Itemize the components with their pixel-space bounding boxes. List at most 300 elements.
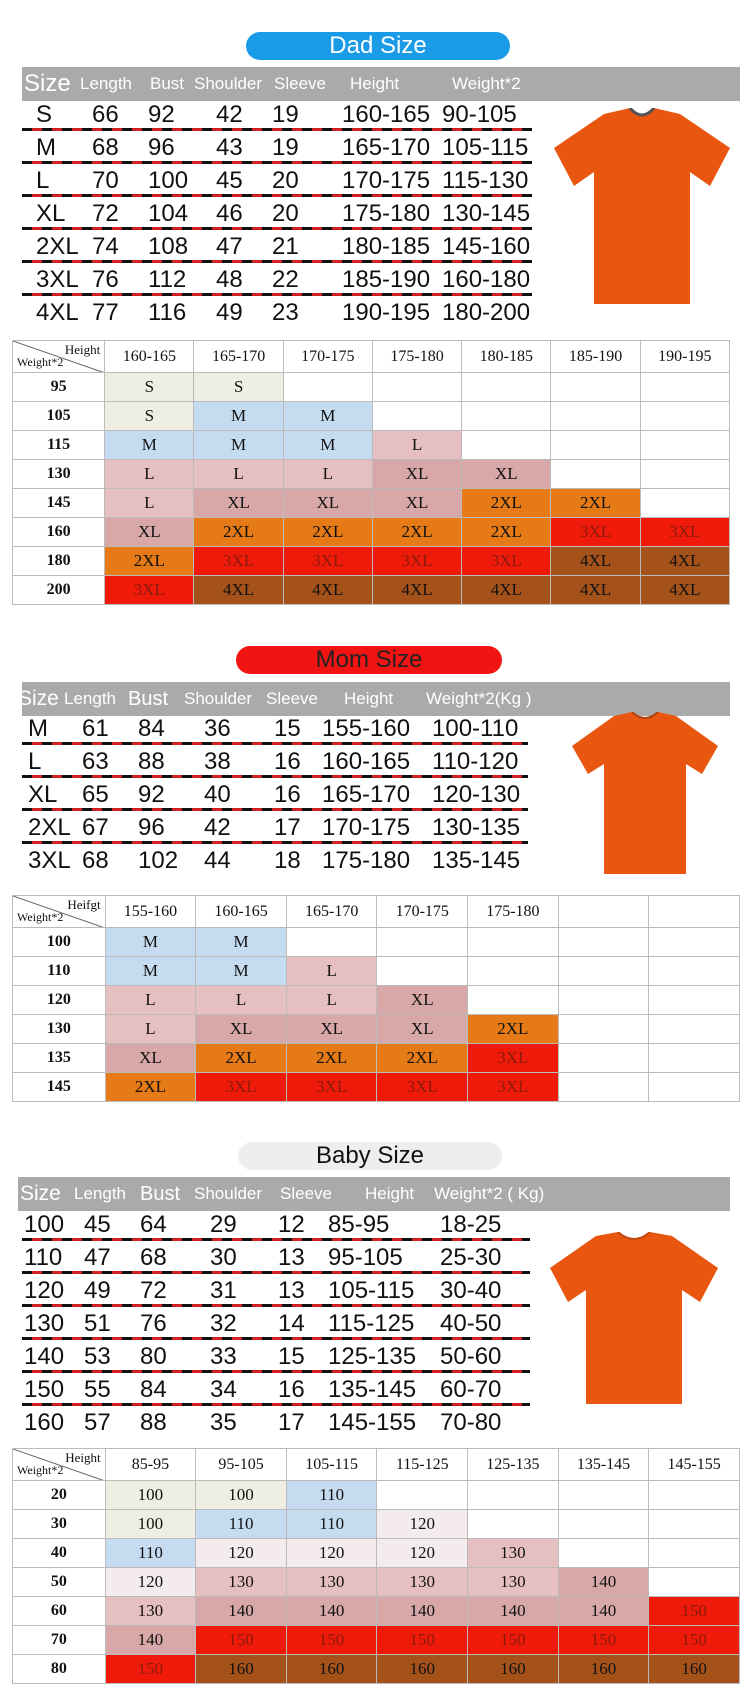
grid-cell: 140 — [286, 1597, 377, 1626]
grid-cell: 120 — [377, 1539, 468, 1568]
size-cell: 67 — [82, 814, 109, 841]
size-cell: 57 — [84, 1409, 111, 1436]
size-row — [22, 845, 528, 877]
size-cell: 42 — [204, 814, 231, 841]
header-size: Size — [20, 1182, 61, 1205]
size-cell: 135-145 — [328, 1376, 417, 1403]
grid-cell: 4XL — [551, 576, 640, 605]
size-cell: 170-175 — [342, 167, 431, 194]
size-cell: L — [28, 748, 42, 775]
size-cell: S — [36, 101, 53, 128]
grid-cell — [640, 431, 729, 460]
grid-cell: M — [105, 431, 194, 460]
header-weight: Weight*2 ( Kg) — [434, 1184, 545, 1203]
size-cell: 49 — [216, 299, 243, 326]
row-divider — [22, 227, 532, 230]
grid-column-header: 115-125 — [377, 1449, 468, 1481]
grid-column-header: 175-180 — [372, 341, 461, 373]
baby-tshirt-image — [548, 1232, 720, 1407]
grid-column-header — [558, 896, 649, 928]
grid-cell: 3XL — [283, 547, 372, 576]
header-length: Length — [74, 1184, 126, 1203]
grid-cell — [468, 928, 559, 957]
grid-row — [13, 957, 740, 986]
size-cell: 165-170 — [342, 134, 431, 161]
grid-cell — [558, 1015, 649, 1044]
size-cell: 20 — [272, 200, 299, 227]
grid-cell: XL — [196, 1015, 287, 1044]
size-cell: 29 — [210, 1211, 237, 1238]
size-cell: 16 — [278, 1376, 305, 1403]
grid-cell: 160 — [468, 1655, 559, 1684]
grid-cell: 160 — [196, 1655, 287, 1684]
grid-row-label: 20 — [13, 1481, 106, 1510]
size-cell: 76 — [140, 1310, 167, 1337]
size-row — [22, 297, 532, 329]
size-cell: 145-155 — [328, 1409, 417, 1436]
grid-row — [13, 460, 730, 489]
grid-cell: M — [105, 928, 196, 957]
size-cell: L — [36, 167, 50, 194]
grid-cell: 2XL — [105, 1073, 196, 1102]
size-cell: 105-115 — [328, 1277, 415, 1304]
grid-column-header: 125-135 — [468, 1449, 559, 1481]
grid-cell — [462, 402, 551, 431]
grid-row-label: 135 — [13, 1044, 106, 1073]
size-cell: 100 — [24, 1211, 65, 1238]
size-cell: 130 — [24, 1310, 65, 1337]
grid-row-label: 30 — [13, 1510, 106, 1539]
grid-cell: 2XL — [286, 1044, 377, 1073]
size-row — [22, 99, 532, 131]
size-cell: 51 — [84, 1310, 111, 1337]
size-cell: 74 — [92, 233, 119, 260]
grid-row-label: 180 — [13, 547, 105, 576]
grid-cell: M — [196, 957, 287, 986]
grid-row — [13, 489, 730, 518]
grid-cell: L — [196, 986, 287, 1015]
size-row — [22, 231, 532, 263]
grid-cell: 2XL — [468, 1015, 559, 1044]
grid-cell: M — [283, 431, 372, 460]
size-cell: M — [36, 134, 56, 161]
size-cell: 20 — [272, 167, 299, 194]
header-shoulder: Shoulder — [194, 1184, 263, 1203]
size-cell: 130-135 — [432, 814, 521, 841]
grid-cell — [468, 957, 559, 986]
grid-cell: XL — [105, 518, 194, 547]
grid-cell: 4XL — [551, 547, 640, 576]
grid-cell: 150 — [196, 1626, 287, 1655]
size-cell: 19 — [272, 101, 299, 128]
grid-cell: 110 — [286, 1510, 377, 1539]
row-divider — [22, 1238, 530, 1241]
header-bust: Bust — [150, 74, 185, 93]
grid-cell: 3XL — [468, 1044, 559, 1073]
size-cell: 95-105 — [328, 1244, 403, 1271]
header-height: Height — [350, 74, 400, 93]
grid-cell — [372, 373, 461, 402]
grid-column-header: 85-95 — [105, 1449, 196, 1481]
row-divider — [22, 194, 532, 197]
row-divider — [22, 808, 528, 811]
size-cell: 102 — [138, 847, 179, 874]
size-cell: 88 — [138, 748, 165, 775]
row-divider — [22, 1271, 530, 1274]
size-cell: 16 — [274, 781, 301, 808]
grid-cell: 3XL — [468, 1073, 559, 1102]
grid-cell: L — [105, 489, 194, 518]
grid-cell: M — [194, 431, 283, 460]
size-cell: 18-25 — [440, 1211, 502, 1238]
size-cell: 190-195 — [342, 299, 431, 326]
size-cell: 165-170 — [322, 781, 411, 808]
size-row — [22, 1407, 530, 1439]
header-length: Length — [64, 689, 116, 708]
grid-cell: 3XL — [372, 547, 461, 576]
size-cell: 96 — [148, 134, 175, 161]
grid-cell: XL — [283, 489, 372, 518]
baby-title: Baby Size — [238, 1142, 502, 1170]
grid-cell: 2XL — [377, 1044, 468, 1073]
size-cell: 150 — [24, 1376, 65, 1403]
grid-row-label: 105 — [13, 402, 105, 431]
mom-size-header — [18, 682, 730, 716]
dad-tshirt-image — [552, 108, 732, 308]
grid-cell — [558, 928, 649, 957]
corner-height-label: Height — [65, 1450, 101, 1465]
dad-title: Dad Size — [246, 32, 510, 60]
header-sleeve: Sleeve — [274, 74, 326, 93]
grid-cell: 2XL — [105, 547, 194, 576]
dad-size-header — [22, 67, 740, 101]
grid-row-label: 40 — [13, 1539, 106, 1568]
row-divider — [22, 1304, 530, 1307]
grid-cell: 140 — [468, 1597, 559, 1626]
size-row — [22, 264, 532, 296]
size-cell: 64 — [140, 1211, 167, 1238]
header-size: Size — [24, 70, 71, 97]
grid-cell: 2XL — [462, 489, 551, 518]
header-sleeve: Sleeve — [280, 1184, 332, 1203]
grid-cell: 2XL — [551, 489, 640, 518]
grid-row-label: 160 — [13, 518, 105, 547]
size-cell: 45 — [216, 167, 243, 194]
grid-cell — [640, 402, 729, 431]
grid-cell: 150 — [377, 1626, 468, 1655]
grid-cell: 100 — [196, 1481, 287, 1510]
size-cell: 15 — [274, 715, 301, 742]
size-row — [22, 132, 532, 164]
grid-cell — [640, 373, 729, 402]
size-cell: 47 — [216, 233, 243, 260]
size-cell: 180-200 — [442, 299, 531, 326]
grid-row-label: 200 — [13, 576, 105, 605]
corner-weight-label: Weight*2 — [17, 1463, 64, 1477]
grid-cell — [468, 986, 559, 1015]
grid-cell: 3XL — [377, 1073, 468, 1102]
size-cell: 38 — [204, 748, 231, 775]
grid-row-label: 95 — [13, 373, 105, 402]
grid-cell: XL — [377, 986, 468, 1015]
row-divider — [22, 161, 532, 164]
grid-cell — [377, 957, 468, 986]
corner-height-label: Heifgt — [67, 897, 101, 912]
grid-row — [13, 547, 730, 576]
grid-row-label: 100 — [13, 928, 106, 957]
size-cell: 53 — [84, 1343, 111, 1370]
grid-cell: XL — [105, 1044, 196, 1073]
grid-cell: 3XL — [194, 547, 283, 576]
grid-cell: 4XL — [462, 576, 551, 605]
grid-cell — [649, 957, 740, 986]
grid-cell: 4XL — [283, 576, 372, 605]
size-cell: 110 — [24, 1244, 63, 1271]
mom-tshirt-image — [570, 712, 720, 877]
size-cell: 135-145 — [432, 847, 521, 874]
size-cell: 68 — [82, 847, 109, 874]
size-row — [22, 1308, 530, 1340]
grid-cell: XL — [462, 460, 551, 489]
grid-cell: 160 — [286, 1655, 377, 1684]
grid-cell — [551, 402, 640, 431]
size-cell: 110-120 — [432, 748, 519, 775]
size-cell: 30-40 — [440, 1277, 502, 1304]
size-cell: 140 — [24, 1343, 65, 1370]
grid-row — [13, 402, 730, 431]
grid-column-header: 160-165 — [105, 341, 194, 373]
grid-cell: 140 — [558, 1597, 649, 1626]
grid-corner-label — [13, 896, 106, 928]
size-cell: 175-180 — [342, 200, 431, 227]
size-row — [22, 746, 528, 778]
grid-cell — [462, 373, 551, 402]
grid-column-header: 180-185 — [462, 341, 551, 373]
grid-cell: 130 — [468, 1539, 559, 1568]
header-weight: Weight*2 — [452, 74, 521, 93]
grid-cell: 4XL — [640, 576, 729, 605]
row-divider — [22, 1403, 530, 1406]
size-cell: 17 — [274, 814, 301, 841]
header-shoulder: Shoulder — [184, 689, 253, 708]
size-cell: 85-95 — [328, 1211, 390, 1238]
grid-row-label: 115 — [13, 431, 105, 460]
grid-column-header: 95-105 — [196, 1449, 287, 1481]
grid-row — [13, 1481, 740, 1510]
grid-row — [13, 1510, 740, 1539]
grid-cell: L — [194, 460, 283, 489]
size-cell: 61 — [82, 715, 109, 742]
size-row — [22, 812, 528, 844]
size-row — [22, 198, 532, 230]
grid-cell: 140 — [105, 1626, 196, 1655]
size-cell: 17 — [278, 1409, 305, 1436]
size-cell: 55 — [84, 1376, 111, 1403]
grid-column-header: 105-115 — [286, 1449, 377, 1481]
grid-row-label: 60 — [13, 1597, 106, 1626]
size-cell: 50-60 — [440, 1343, 502, 1370]
grid-cell: 150 — [558, 1626, 649, 1655]
size-cell: 31 — [210, 1277, 237, 1304]
size-cell: 180-185 — [342, 233, 431, 260]
size-cell: 84 — [140, 1376, 167, 1403]
size-cell: 160 — [24, 1409, 65, 1436]
size-cell: 36 — [204, 715, 231, 742]
size-cell: 115-130 — [442, 167, 529, 194]
size-cell: 120 — [24, 1277, 65, 1304]
row-divider — [22, 1337, 530, 1340]
size-cell: 65 — [82, 781, 109, 808]
grid-cell: 150 — [649, 1597, 740, 1626]
dad-size-chart-grid — [12, 340, 730, 605]
grid-cell: L — [286, 986, 377, 1015]
size-cell: 72 — [92, 200, 119, 227]
header-shoulder: Shoulder — [194, 74, 263, 93]
grid-cell — [558, 957, 649, 986]
grid-cell: M — [283, 402, 372, 431]
size-cell: 14 — [278, 1310, 305, 1337]
grid-column-header: 165-170 — [286, 896, 377, 928]
grid-column-header — [649, 896, 740, 928]
size-cell: 100 — [148, 167, 189, 194]
size-cell: 92 — [148, 101, 175, 128]
baby-size-chart-grid — [12, 1448, 740, 1684]
grid-column-header: 170-175 — [283, 341, 372, 373]
grid-cell — [283, 373, 372, 402]
size-cell: 105-115 — [442, 134, 529, 161]
grid-cell: L — [283, 460, 372, 489]
size-cell: 76 — [92, 266, 119, 293]
size-cell: 18 — [274, 847, 301, 874]
grid-column-header: 170-175 — [377, 896, 468, 928]
size-cell: M — [28, 715, 48, 742]
grid-cell: 3XL — [640, 518, 729, 547]
grid-column-header: 155-160 — [105, 896, 196, 928]
grid-cell — [372, 402, 461, 431]
grid-cell — [649, 986, 740, 1015]
grid-cell: 150 — [286, 1626, 377, 1655]
size-cell: 155-160 — [322, 715, 411, 742]
grid-row — [13, 986, 740, 1015]
size-cell: 32 — [210, 1310, 237, 1337]
grid-row-label: 145 — [13, 489, 105, 518]
grid-cell: XL — [194, 489, 283, 518]
size-cell: 16 — [274, 748, 301, 775]
grid-cell: XL — [377, 1015, 468, 1044]
size-cell: 46 — [216, 200, 243, 227]
grid-cell: L — [105, 986, 196, 1015]
grid-cell: 120 — [196, 1539, 287, 1568]
grid-cell: 110 — [105, 1539, 196, 1568]
size-cell: 25-30 — [440, 1244, 502, 1271]
size-cell: 35 — [210, 1409, 237, 1436]
size-row — [22, 1275, 530, 1307]
grid-cell: 3XL — [286, 1073, 377, 1102]
grid-row — [13, 1073, 740, 1102]
size-cell: 15 — [278, 1343, 305, 1370]
grid-cell: 160 — [377, 1655, 468, 1684]
grid-cell: 140 — [196, 1597, 287, 1626]
grid-cell — [558, 986, 649, 1015]
grid-cell: 100 — [105, 1510, 196, 1539]
grid-cell: 2XL — [283, 518, 372, 547]
grid-cell — [649, 1568, 740, 1597]
grid-cell: L — [372, 431, 461, 460]
size-row — [22, 779, 528, 811]
size-cell: 40-50 — [440, 1310, 502, 1337]
corner-weight-label: Weight*2 — [17, 910, 64, 924]
grid-cell: 130 — [196, 1568, 287, 1597]
grid-row — [13, 1597, 740, 1626]
size-cell: 33 — [210, 1343, 237, 1370]
header-height: Height — [365, 1184, 415, 1203]
grid-cell — [649, 1510, 740, 1539]
grid-cell: 3XL — [105, 576, 194, 605]
grid-row — [13, 576, 730, 605]
grid-cell: 160 — [649, 1655, 740, 1684]
size-cell: 2XL — [36, 233, 79, 260]
size-cell: 116 — [148, 299, 187, 326]
size-cell: 175-180 — [322, 847, 411, 874]
header-bust: Bust — [128, 687, 169, 710]
size-cell: 68 — [140, 1244, 167, 1271]
row-divider — [22, 841, 528, 844]
size-cell: 13 — [278, 1244, 305, 1271]
size-row — [22, 165, 532, 197]
grid-row-label: 130 — [13, 1015, 106, 1044]
grid-cell — [558, 1073, 649, 1102]
corner-height-label: Height — [64, 342, 101, 357]
grid-cell — [462, 431, 551, 460]
grid-cell — [558, 1510, 649, 1539]
header-sleeve: Sleeve — [266, 689, 318, 708]
row-divider — [22, 260, 532, 263]
grid-cell: XL — [372, 460, 461, 489]
size-row — [22, 713, 528, 745]
grid-cell — [649, 1015, 740, 1044]
grid-column-header: 135-145 — [558, 1449, 649, 1481]
size-row — [22, 1209, 530, 1241]
size-row — [22, 1242, 530, 1274]
size-cell: 30 — [210, 1244, 237, 1271]
grid-cell: 120 — [286, 1539, 377, 1568]
grid-cell: 2XL — [194, 518, 283, 547]
grid-cell: 120 — [377, 1510, 468, 1539]
grid-cell: S — [194, 373, 283, 402]
size-cell: 112 — [148, 266, 187, 293]
grid-cell: 3XL — [462, 547, 551, 576]
header-length: Length — [80, 74, 132, 93]
grid-row — [13, 1655, 740, 1684]
grid-cell: 4XL — [640, 547, 729, 576]
grid-cell — [640, 489, 729, 518]
grid-cell: 130 — [105, 1597, 196, 1626]
grid-column-header: 175-180 — [468, 896, 559, 928]
grid-cell — [649, 1539, 740, 1568]
size-cell: 160-165 — [342, 101, 431, 128]
grid-cell: 130 — [377, 1568, 468, 1597]
size-cell: 185-190 — [342, 266, 431, 293]
grid-cell — [377, 1481, 468, 1510]
grid-cell: 140 — [558, 1568, 649, 1597]
size-cell: 60-70 — [440, 1376, 502, 1403]
grid-cell: 150 — [649, 1626, 740, 1655]
size-cell: 160-165 — [322, 748, 411, 775]
size-cell: 96 — [138, 814, 165, 841]
size-cell: 170-175 — [322, 814, 411, 841]
grid-row — [13, 518, 730, 547]
size-cell: 66 — [92, 101, 119, 128]
